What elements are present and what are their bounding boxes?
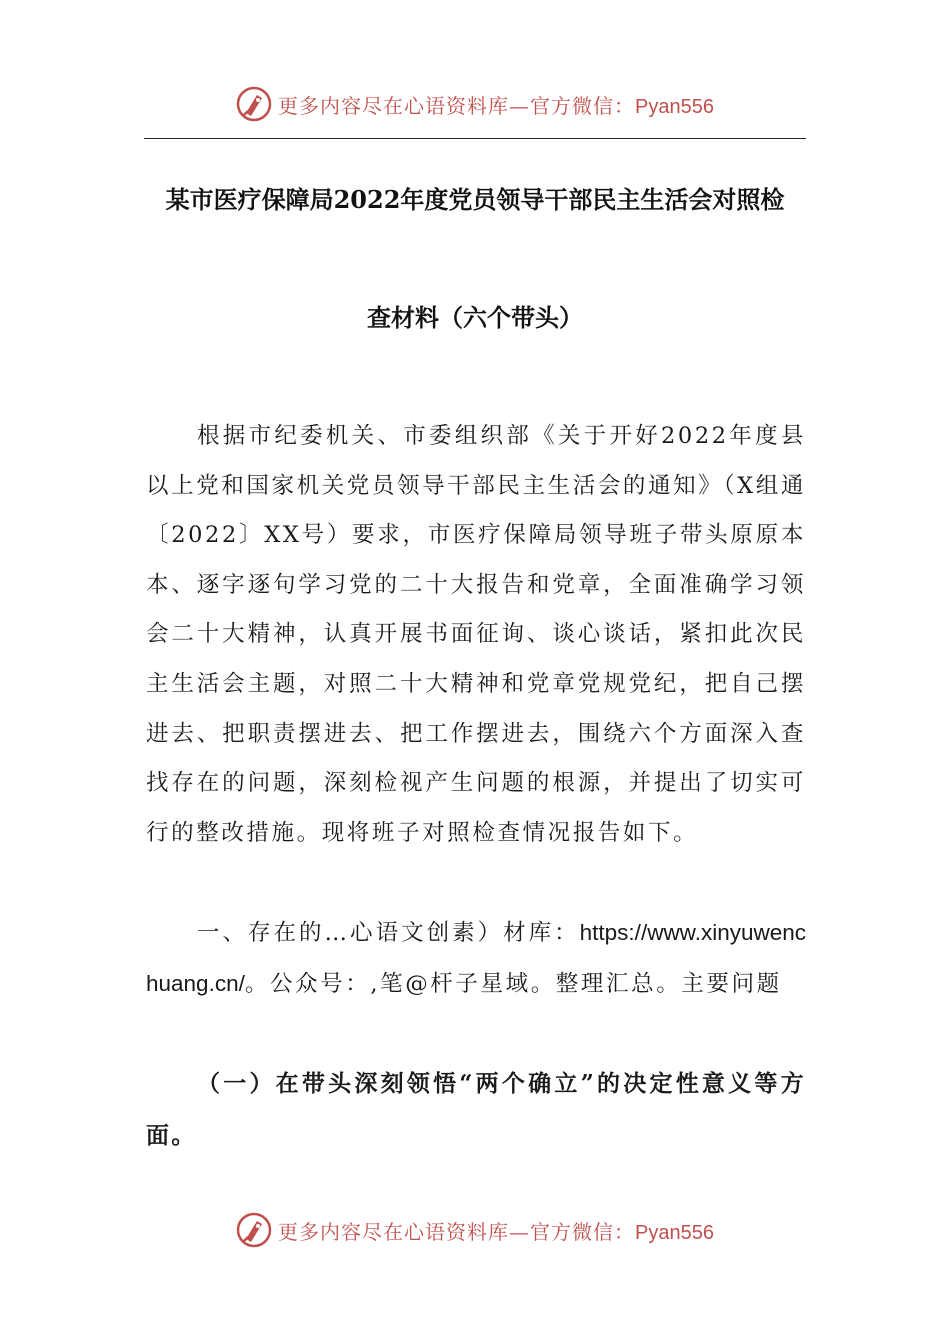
header-rule (144, 138, 806, 139)
pen-nib-logo-icon (236, 1212, 272, 1248)
banner-text: 更多内容尽在心语资料库—官方微信：Pyan556 (278, 93, 714, 118)
section-1-suffix: 。公众号：,笔@杆子星域。整理汇总。主要问题 (244, 970, 782, 997)
section-1-heading-paragraph (146, 908, 806, 1009)
subsection-1-heading: （一）在带头深刻领悟“两个确立”的决定性意义等方面。 (146, 1070, 806, 1149)
section-1-prefix: 一、存在的…心语文创素）材库： (197, 920, 580, 946)
intro-paragraph: 根据市纪委机关、市委组织部《关于开好2022年度县以上党和国家机关党员领导干部民主生活会的通知》（X组通〔2022〕XX号）要求，市医疗保障局领导班子带头原原本本、逐字逐句学习党的二十大报告和党章，全面准确学习领会二十大精神，认真开展书面征询、谈心谈话，紧扣此次民主生活会主题，对照二十大精神和党章党规党纪，把自己摆进去、把职责摆进去、把工作摆进去，围绕六个方面深入查找存在的问题，深刻检视产生问题的根源，并提出了切实可行的整改措施。现将班子对照检查情况报告如下。 (146, 423, 806, 846)
pen-nib-logo-icon (236, 86, 272, 122)
website-link[interactable]: https://www.xinyuwenchuang.cn/ (146, 920, 806, 996)
footer-banner (0, 1210, 950, 1250)
document-title-line-1: 某市医疗保障局2022年度党员领导干部民主生活会对照检 (165, 185, 785, 214)
banner-text: 更多内容尽在心语资料库—官方微信：Pyan556 (278, 1219, 714, 1244)
document-title-line-2: 查材料（六个带头） (367, 303, 583, 332)
header-banner (0, 84, 950, 124)
